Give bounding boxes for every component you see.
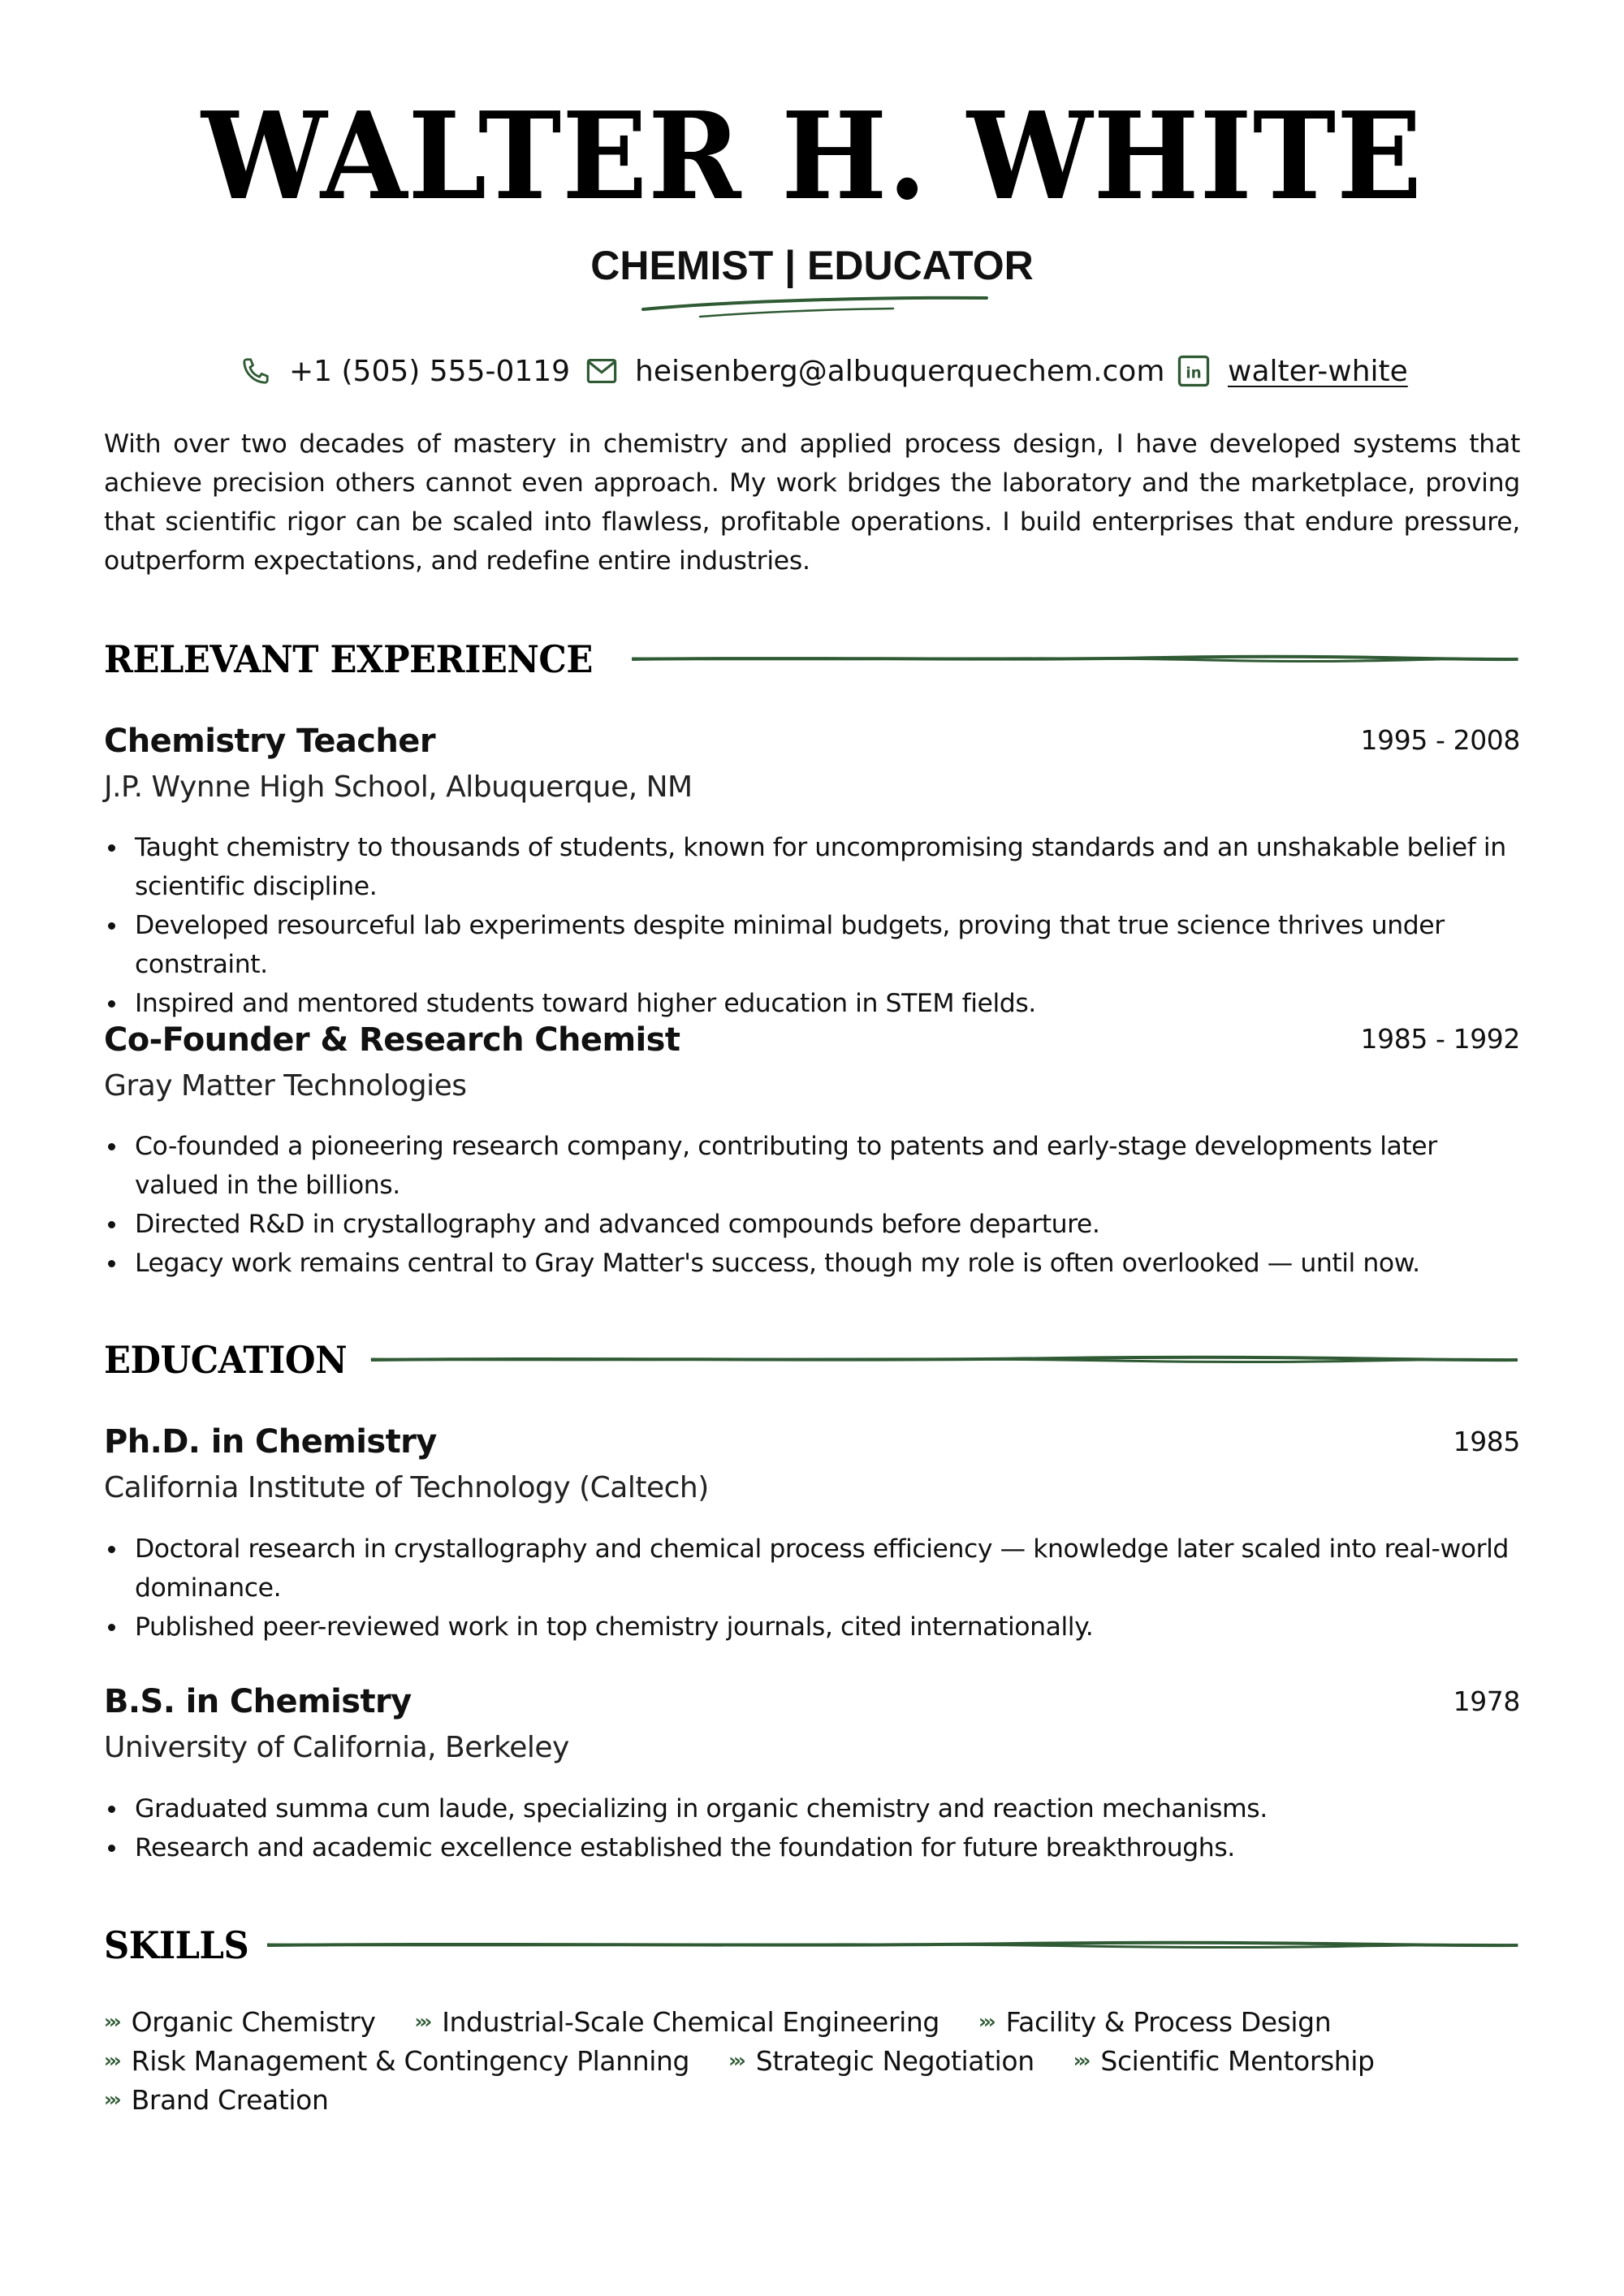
chevrons-icon: ››› xyxy=(414,2010,430,2033)
skills-section-header xyxy=(104,1921,1520,1970)
skills-list xyxy=(104,2002,1520,2119)
linkedin-link[interactable]: walter-white xyxy=(1228,354,1408,388)
phone-icon xyxy=(240,356,271,386)
professional-title: CHEMIST | EDUCATOR xyxy=(590,243,1034,288)
professional-summary: With over two decades of mastery in chemistry and applied process design, I have developed systems that achieve precision others cannot even approach. My work bridges the laboratory and the marketplace, proving that scientific rigor can be scaled into flawless, profitable operations. I build enterprises that endure pressure, outperform expectations, and redefine entire industries. xyxy=(104,429,1520,576)
skills-row xyxy=(104,2041,1520,2080)
phone-number: +1 (505) 555-0119 xyxy=(289,354,571,388)
degree-title: B.S. in Chemistry xyxy=(104,1683,412,1720)
skill-item: ››› Brand Creation xyxy=(104,2083,329,2116)
education-section-header xyxy=(104,1336,1520,1384)
chevrons-icon: ››› xyxy=(978,2010,993,2033)
bullet-item: Co-founded a pioneering research company, contributing to patents and early-stage developments later valued in the billions. xyxy=(104,1127,1520,1205)
bullet-item: Published peer-reviewed work in top chemistry journals, cited internationally. xyxy=(104,1608,1520,1646)
title-underline-swoosh xyxy=(641,291,991,318)
skill-item: ››› Scientific Mentorship xyxy=(1073,2044,1375,2077)
skill-item: ››› Strategic Negotiation xyxy=(728,2044,1034,2077)
contact-email[interactable] xyxy=(586,351,1164,391)
degree-bullets xyxy=(104,1530,1520,1646)
contact-phone[interactable] xyxy=(240,351,570,391)
skill-item: ››› Organic Chemistry xyxy=(104,2005,376,2038)
job-title: Co-Founder & Research Chemist xyxy=(104,1021,680,1059)
job-dates: 1985 - 1992 xyxy=(1360,1023,1520,1055)
section-title-education: EDUCATION xyxy=(104,1338,348,1382)
candidate-name: WALTER H. WHITE xyxy=(201,85,1423,227)
chevrons-icon: ››› xyxy=(104,2088,119,2111)
degree-bullets xyxy=(104,1789,1520,1867)
chevrons-icon: ››› xyxy=(728,2049,743,2072)
svg-text:in: in xyxy=(1186,365,1202,382)
degree-year: 1978 xyxy=(1453,1685,1520,1717)
bullet-item: Inspired and mentored students toward higher education in STEM fields. xyxy=(104,984,1520,1023)
section-title-experience: RELEVANT EXPERIENCE xyxy=(104,637,593,681)
email-address: heisenberg@albuquerquechem.com xyxy=(635,354,1165,388)
bullet-item: Directed R&D in crystallography and advanced compounds before departure. xyxy=(104,1205,1520,1244)
contact-row xyxy=(0,351,1624,391)
job-bullets xyxy=(104,1127,1520,1283)
bullet-item: Doctoral research in crystallography and chemical process efficiency — knowledge later scaled into real-world dominance. xyxy=(104,1530,1520,1608)
experience-section-header xyxy=(104,635,1520,684)
bullet-item: Research and academic excellence established the foundation for future breakthroughs. xyxy=(104,1828,1520,1867)
job-bullets xyxy=(104,828,1520,1023)
section-title-skills: SKILLS xyxy=(104,1923,249,1967)
envelope-icon xyxy=(586,358,617,384)
section-divider xyxy=(265,1936,1520,1955)
degree-year: 1985 xyxy=(1453,1426,1520,1457)
skills-row xyxy=(104,2002,1520,2041)
job-organization: Gray Matter Technologies xyxy=(104,1069,467,1103)
skill-item: ››› Industrial-Scale Chemical Engineering xyxy=(414,2005,939,2038)
contact-linkedin[interactable] xyxy=(1177,351,1408,391)
job-title: Chemistry Teacher xyxy=(104,723,435,760)
section-divider xyxy=(369,1350,1520,1370)
job-dates: 1995 - 2008 xyxy=(1360,724,1520,756)
skill-item: ››› Risk Management & Contingency Planning xyxy=(104,2044,690,2077)
bullet-item: Taught chemistry to thousands of students, known for uncompromising standards and an unshakable belief in scientific discipline. xyxy=(104,828,1520,906)
school-name: University of California, Berkeley xyxy=(104,1731,569,1764)
bullet-item: Legacy work remains central to Gray Matter's success, though my role is often overlooked — until now. xyxy=(104,1244,1520,1283)
linkedin-icon xyxy=(1177,355,1210,387)
skill-item: ››› Facility & Process Design xyxy=(978,2005,1332,2038)
chevrons-icon: ››› xyxy=(104,2010,119,2033)
degree-title: Ph.D. in Chemistry xyxy=(104,1423,437,1461)
section-divider xyxy=(630,650,1520,669)
school-name: California Institute of Technology (Caltech) xyxy=(104,1471,709,1504)
chevrons-icon: ››› xyxy=(1073,2049,1088,2072)
chevrons-icon: ››› xyxy=(104,2049,119,2072)
bullet-item: Graduated summa cum laude, specializing in organic chemistry and reaction mechanisms. xyxy=(104,1789,1520,1828)
bullet-item: Developed resourceful lab experiments despite minimal budgets, proving that true science thrives under constraint. xyxy=(104,906,1520,984)
job-organization: J.P. Wynne High School, Albuquerque, NM xyxy=(104,770,693,804)
skills-row xyxy=(104,2080,1520,2119)
